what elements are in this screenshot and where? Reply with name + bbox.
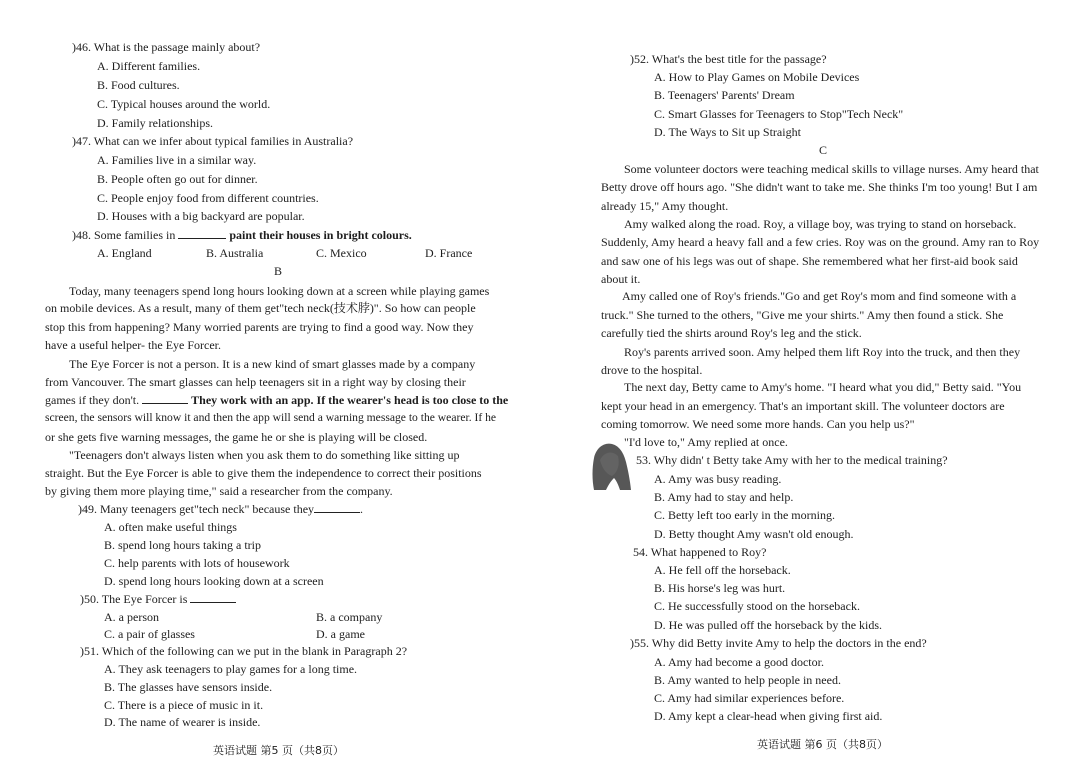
q51-option-a: A. They ask teenagers to play games for a long time. [104, 662, 358, 676]
question-54-stem: 54. What happened to Roy? [633, 545, 767, 559]
question-49-stem: )49. Many teenagers get"tech neck" because they . [78, 502, 364, 516]
passage-b-line-12: by giving them more playing time," said a researcher from the company. [45, 484, 393, 498]
q52-option-c: C. Smart Glasses for Teenagers to Stop"Tech Neck" [654, 107, 904, 121]
passage-c-line-13: The next day, Betty came to Amy's home. "I heard what you did," Betty said. "You [624, 380, 1022, 394]
q52-option-a: A. How to Play Games on Mobile Devices [654, 70, 860, 84]
q55-option-c: C. Amy had similar experiences before. [654, 691, 845, 705]
q52-option-d: D. The Ways to Sit up Straight [654, 125, 801, 139]
passage-b-line-1: Today, many teenagers spend long hours looking down at a screen while playing games [69, 284, 490, 298]
passage-c-line-10: carefully tied the shirts around Roy's leg and the stick. [601, 326, 862, 340]
passage-b-line-3: stop this from happening? Many worried parents are trying to find a good way. Now they [45, 320, 474, 334]
q48-stem-post: paint their houses in bright colours. [229, 228, 412, 242]
q48-option-d: D. France [425, 246, 473, 260]
q46-option-d: D. Family relationships. [97, 116, 213, 130]
q48-option-c: C. Mexico [316, 246, 367, 260]
q51-option-d: D. The name of wearer is inside. [104, 715, 261, 729]
q55-option-b: B. Amy wanted to help people in need. [654, 673, 841, 687]
passage-c-line-5: Suddenly, Amy heard a heavy fall and a few cries. Roy was on the ground. Amy ran to Roy [601, 235, 1040, 249]
question-53-stem: 53. Why didn' t Betty take Amy with her to the medical training? [636, 453, 948, 467]
question-51-stem: )51. Which of the following can we put in the blank in Paragraph 2? [80, 644, 408, 658]
q54-option-b: B. His horse's leg was hurt. [654, 581, 786, 595]
q47-option-b: B. People often go out for dinner. [97, 172, 258, 186]
passage-c-line-3: already 15," Amy thought. [601, 199, 729, 213]
scan-smudge-mark [590, 440, 632, 492]
q52-option-b: B. Teenagers' Parents' Dream [654, 88, 795, 102]
question-52-stem: )52. What's the best title for the passage? [630, 52, 827, 66]
passage-b-bold-sentence: They work with an app. If the wearer's head is too close to the [191, 393, 509, 407]
q54-option-c: C. He successfully stood on the horseback. [654, 599, 860, 613]
question-50-stem [80, 591, 236, 607]
question-46-stem: )46. What is the passage mainly about? [72, 40, 261, 54]
section-b-heading: B [274, 264, 283, 278]
passage-c-line-12: drove to the hospital. [601, 363, 703, 377]
q50-stem-text: )50. The Eye Forcer is [80, 592, 188, 606]
passage-c-line-7: about it. [601, 272, 641, 286]
passage-b-line-9: or she gets five warning messages, the game he or she is playing will be closed. [45, 430, 428, 444]
q49-option-b: B. spend long hours taking a trip [104, 538, 261, 552]
q47-option-a: A. Families live in a similar way. [97, 153, 257, 167]
passage-b-line-6: from Vancouver. The smart glasses can help teenagers sit in a right way by closing their [45, 375, 466, 389]
paragraph-blank [142, 393, 188, 404]
q53-option-a: A. Amy was busy reading. [654, 472, 782, 486]
page-footer-right: 英语试题 第6 页（共8页） [757, 738, 888, 751]
question-55-stem: )55. Why did Betty invite Amy to help the doctors in the end? [630, 636, 927, 650]
q49-option-c: C. help parents with lots of housework [104, 556, 290, 570]
q50-option-b: B. a company [316, 610, 383, 624]
passage-c-line-1: Some volunteer doctors were teaching medical skills to village nurses. Amy heard that [624, 162, 1039, 176]
passage-c-line-6: and saw one of his legs was out of shape. She remembered what her first-aid book said [601, 254, 1018, 268]
passage-b-line-8: screen, the sensors will know it and then the app will send a warning message to the wearer. If he [45, 411, 497, 424]
q47-option-c: C. People enjoy food from different countries. [97, 191, 319, 205]
q53-option-d: D. Betty thought Amy wasn't old enough. [654, 527, 854, 541]
q48-option-a: A. England [97, 246, 152, 260]
passage-c-line-9: truck." She turned to the others, "Give me your shirts." Amy then found a stick. She [601, 308, 1004, 322]
q49-stem-text: )49. Many teenagers get"tech neck" because they [78, 502, 315, 516]
q54-option-d: D. He was pulled off the horseback by the kids. [654, 618, 883, 632]
passage-b-line-2: on mobile devices. As a result, many of them get"tech neck(技术脖)". So how can people [45, 301, 476, 315]
q48-stem-pre: )48. Some families in [72, 228, 176, 242]
answer-blank [178, 228, 226, 239]
passage-b-line-10: "Teenagers don't always listen when you ask them to do something like sitting up [69, 448, 460, 462]
q53-option-b: B. Amy had to stay and help. [654, 490, 794, 504]
q49-option-a: A. often make useful things [104, 520, 237, 534]
q49-option-d: D. spend long hours looking down at a screen [104, 574, 324, 588]
passage-b-line-7-text: games if they don't. [45, 393, 140, 407]
q50-option-d: D. a game [316, 627, 365, 641]
q50-option-c: C. a pair of glasses [104, 627, 195, 641]
passage-c-line-11: Roy's parents arrived soon. Amy helped them lift Roy into the truck, and then they [624, 345, 1021, 359]
q51-option-c: C. There is a piece of music in it. [104, 698, 264, 712]
question-48-stem [72, 227, 412, 243]
answer-blank [314, 502, 360, 513]
q54-option-a: A. He fell off the horseback. [654, 563, 791, 577]
passage-b-line-7 [45, 392, 508, 408]
q50-option-a: A. a person [104, 610, 159, 624]
answer-blank [190, 592, 236, 603]
q46-option-c: C. Typical houses around the world. [97, 97, 271, 111]
passage-c-line-16: "I'd love to," Amy replied at once. [624, 435, 788, 449]
passage-c-line-4: Amy walked along the road. Roy, a village boy, was trying to stand on horseback. [624, 217, 1017, 231]
passage-c-line-15: coming tomorrow. We need some more hands. Can you help us?" [601, 417, 915, 431]
q55-option-d: D. Amy kept a clear-head when giving first aid. [654, 709, 883, 723]
q55-option-a: A. Amy had become a good doctor. [654, 655, 824, 669]
q48-option-b: B. Australia [206, 246, 264, 260]
q46-option-a: A. Different families. [97, 59, 201, 73]
passage-b-line-5: The Eye Forcer is not a person. It is a new kind of smart glasses made by a company [69, 357, 476, 371]
q51-option-b: B. The glasses have sensors inside. [104, 680, 273, 694]
passage-b-line-4: have a useful helper- the Eye Forcer. [45, 338, 222, 352]
q46-option-b: B. Food cultures. [97, 78, 180, 92]
page-footer-left: 英语试题 第5 页（共8页） [213, 744, 344, 757]
passage-b-line-11: straight. But the Eye Forcer is able to give them the independence to correct their positions [45, 466, 482, 480]
q53-option-c: C. Betty left too early in the morning. [654, 508, 835, 522]
passage-c-line-2: Betty drove off hours ago. "She didn't want to take me. She thinks I'm too young! But I am [601, 180, 1038, 194]
question-47-stem: )47. What can we infer about typical families in Australia? [72, 134, 354, 148]
passage-c-line-14: kept your head in an emergency. That's an important skill. The volunteer doctors are [601, 399, 1005, 413]
q47-option-d: D. Houses with a big backyard are popular. [97, 209, 305, 223]
section-c-heading: C [819, 143, 828, 157]
passage-c-line-8: Amy called one of Roy's friends."Go and get Roy's mom and find someone with a [622, 289, 1017, 303]
